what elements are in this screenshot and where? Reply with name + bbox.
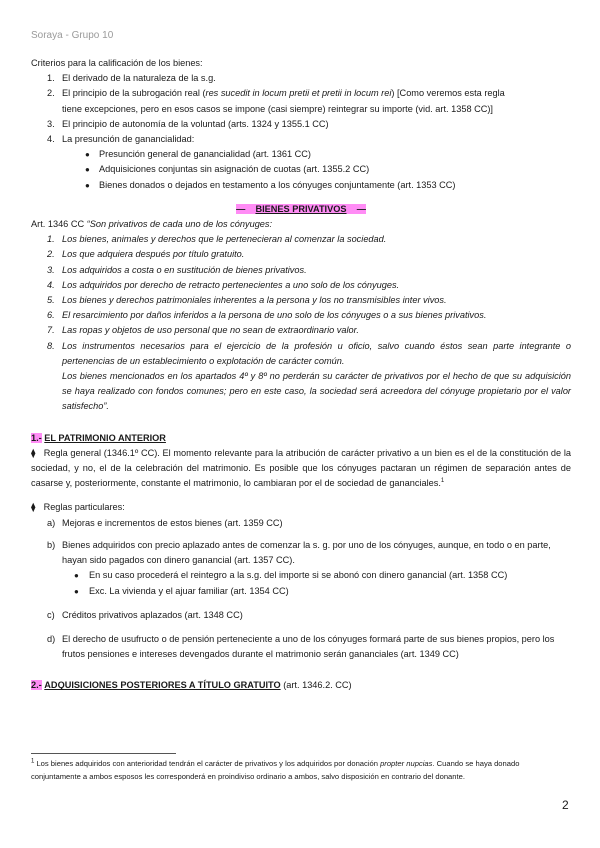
list-item: 4. Los adquiridos por derecho de retracto pertenecientes a uno solo de los cónyuges. <box>47 279 400 290</box>
list-item: ● Presunción general de ganancialidad (art. 1361 CC) <box>31 147 571 162</box>
reglas-particulares: ⧫ Reglas particulares: <box>31 500 571 515</box>
page-header: Soraya - Grupo 10 <box>31 30 114 41</box>
list-item: c) Créditos privativos aplazados (art. 1348 CC) <box>47 609 243 620</box>
list-item: 8. Los instrumentos necesarios para el ejercicio de la profesión u oficio, salvo cuando éstos sean parte integrante o pertenencias de un establecimiento o explotación de carácter común. <box>47 340 571 366</box>
bullet-icon: ● <box>74 571 79 581</box>
bullet-icon: ● <box>85 180 90 190</box>
list-item: 3. El principio de autonomía de la voluntad (arts. 1324 y 1355.1 CC) <box>47 118 329 129</box>
list-item: 2. Los que adquiera después por título gratuito. <box>47 249 245 260</box>
diamond-bullet-icon: ⧫ <box>31 447 36 458</box>
page-number: 2 <box>562 798 569 812</box>
list-item: 7. Las ropas y objetos de uso personal que no sean de extraordinario valor. <box>47 325 359 336</box>
list-item: ● Adquisiciones conjuntas sin asignación de cuotas (art. 1355.2 CC) <box>31 162 571 177</box>
bullet-icon: ● <box>85 150 90 160</box>
b-bullets <box>31 568 571 598</box>
document-body <box>31 56 571 694</box>
section-title-privativos: — BIENES PRIVATIVOS — <box>236 203 366 214</box>
list-item: 3. Los adquiridos a costa o en sustitución de bienes privativos. <box>47 264 307 275</box>
presuncion-bullets <box>31 147 571 193</box>
diamond-bullet-icon: ⧫ <box>31 502 36 513</box>
list-item: 2. El principio de la subrogación real (res sucedit in locum pretii et pretii in locum rei) [Como veremos esta regla tiene excepciones, pero en esos casos se impone (casi siempre) reintegrar su importe (vid. art. 1358 CC)] <box>47 88 505 114</box>
regla-general: ⧫ Regla general (1346.1º CC). El momento relevante para la atribución de carácter privativo a un bien es el de la constitución de la sociedad, y no, el de la celebración del matrimonio. Es posible que los cónyuges pactaran un régimen de separación antes de casarse y, posteriormente, constante el matrimonio, lo cambiaran por el de sociedad de gananciales.$^1$ <box>31 447 571 489</box>
footnote-separator <box>31 753 176 754</box>
list-item: 4. La presunción de ganancialidad: <box>47 134 195 145</box>
footnote: $^1$ Los bienes adquiridos con anterioridad tendrán el carácter de privativos y los adquiridos por donación propter nupcias. Cuando se haya donado conjuntamente a ambos esposos les corresponderá en proindiviso ordinario a ambos, salvo disposición en contrario del donante. <box>31 758 520 781</box>
criterios-intro: Criterios para la calificación de los bienes: <box>31 58 203 68</box>
bullet-icon: ● <box>85 165 90 175</box>
closing-paragraph: Los bienes mencionados en los apartados 4º y 8º no perderán su carácter de privativos por el hecho de que su adquisición se haya realizado con fondos comunes; pero en este caso, la sociedad será acreedora del cónyuge propietario por el valor satisfecho”. <box>62 371 571 412</box>
section-title-posteriores: 2.- ADQUISICIONES POSTERIORES A TÍTULO GRATUITO (art. 1346.2. CC) <box>31 680 352 691</box>
list-item: a) Mejoras e incrementos de estos bienes (art. 1359 CC) <box>47 517 283 528</box>
list-item: ● En su caso procederá el reintegro a la s.g. del importe si se abonó con dinero ganancial (art. 1358 CC) <box>31 568 571 583</box>
privativos-list <box>31 232 571 414</box>
list-item: ● Exc. La vivienda y el ajuar familiar (art. 1354 CC) <box>31 584 571 599</box>
list-item: 5. Los bienes y derechos patrimoniales inherentes a la persona y los no transmisibles inter vivos. <box>47 295 447 306</box>
list-item: 1. El derivado de la naturaleza de la s.g. <box>47 73 216 84</box>
list-item: 6. El resarcimiento por daños inferidos a la persona de uno solo de los cónyuges o a sus bienes privativos. <box>47 310 487 321</box>
footnote-ref: 1 <box>440 478 445 485</box>
list-item: ● Bienes donados o dejados en testamento a los cónyuges conjuntamente (art. 1353 CC) <box>31 178 571 193</box>
list-item: d) El derecho de usufructo o de pensión perteneciente a uno de los cónyuges formará parte de sus bienes propios, pero los frutos pensiones e intereses devengados durante el matrimonio serán gananciales (art. 1349 CC) <box>47 633 555 660</box>
reglas-list <box>31 516 571 569</box>
section-title-patrimonio: 1.- EL PATRIMONIO ANTERIOR <box>31 432 166 443</box>
list-item: b) Bienes adquiridos con precio aplazado antes de comenzar la s. g. por uno de los cónyuges, aunque, en todo o en parte, hayan sido pagados con dinero ganancial (art. 1357 CC). <box>47 539 551 566</box>
bullet-icon: ● <box>74 586 79 596</box>
reglas-list-cont <box>31 608 571 663</box>
criterios-list <box>31 71 571 147</box>
art-1346-intro: Art. 1346 CC “Son privativos de cada uno de los cónyuges: <box>31 219 273 230</box>
list-item: 1. Los bienes, animales y derechos que le pertenecieran al comenzar la sociedad. <box>47 234 387 245</box>
